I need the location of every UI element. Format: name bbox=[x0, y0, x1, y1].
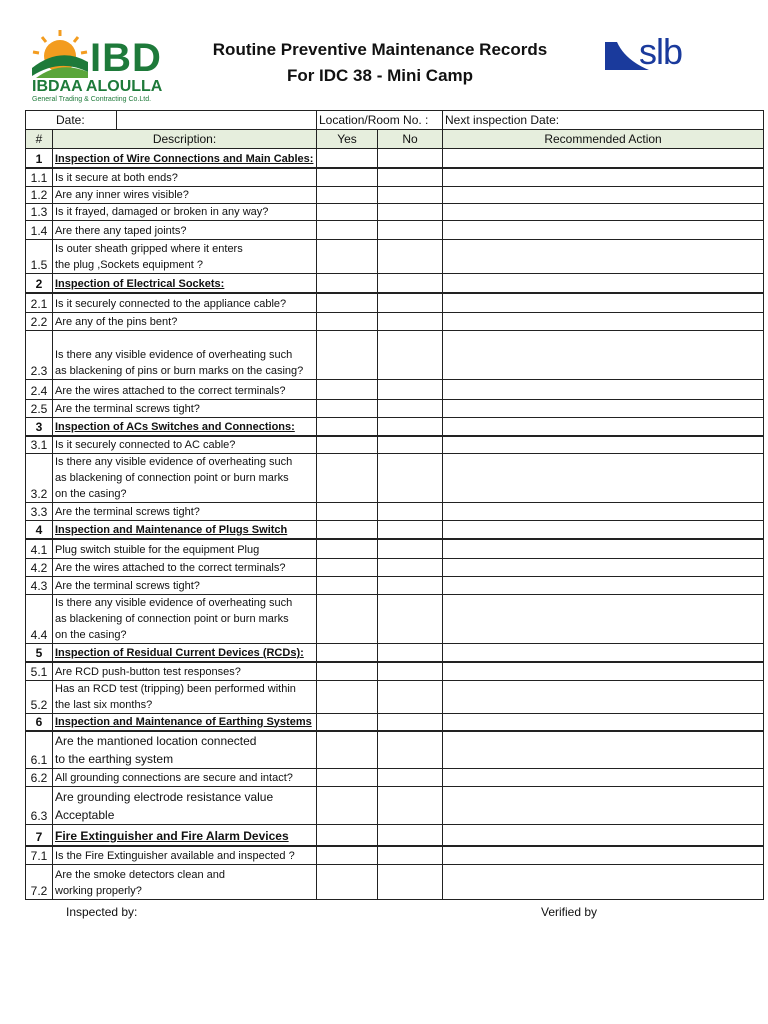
no-checkbox-cell[interactable] bbox=[378, 293, 443, 313]
recommended-action-cell[interactable] bbox=[443, 846, 764, 864]
item-number: 2.4 bbox=[26, 380, 53, 400]
recommended-action-cell[interactable] bbox=[443, 204, 764, 221]
yes-checkbox-cell[interactable] bbox=[317, 293, 378, 313]
section-number: 6 bbox=[26, 713, 53, 731]
recommended-action-cell[interactable] bbox=[443, 864, 764, 899]
yes-checkbox-cell[interactable] bbox=[317, 313, 378, 331]
item-description: Is there any visible evidence of overheating such as blackening of connection point or burn marks on the casing? bbox=[55, 455, 293, 500]
no-checkbox-cell[interactable] bbox=[378, 204, 443, 221]
section-title: Fire Extinguisher and Fire Alarm Devices bbox=[55, 829, 289, 843]
recommended-action-cell[interactable] bbox=[443, 168, 764, 187]
item-description: Are grounding electrode resistance value Acceptable bbox=[55, 789, 274, 822]
item-description-cell bbox=[53, 453, 317, 502]
item-number: 6.3 bbox=[26, 786, 53, 824]
no-checkbox-cell[interactable] bbox=[378, 187, 443, 204]
item-description: Plug switch stuible for the equipment Plug bbox=[55, 543, 260, 556]
item-number: 1.4 bbox=[26, 221, 53, 240]
checklist-item-row bbox=[26, 436, 764, 454]
checklist-item-row bbox=[26, 864, 764, 899]
item-number: 2.1 bbox=[26, 293, 53, 313]
recommended-action-cell[interactable] bbox=[443, 436, 764, 454]
checklist-item-row bbox=[26, 502, 764, 520]
inspected-by-label: Inspected by: bbox=[66, 905, 138, 919]
yes-checkbox-cell[interactable] bbox=[317, 331, 378, 380]
recommended-action-cell[interactable] bbox=[443, 274, 764, 293]
item-description-cell bbox=[53, 293, 317, 313]
recommended-action-cell[interactable] bbox=[443, 418, 764, 436]
section-title-cell bbox=[53, 149, 317, 168]
recommended-action-cell[interactable] bbox=[443, 187, 764, 204]
client-logo bbox=[603, 31, 693, 86]
item-number: 6.1 bbox=[26, 731, 53, 769]
item-description-cell bbox=[53, 221, 317, 240]
checklist-item-row bbox=[26, 204, 764, 221]
yes-checkbox-cell[interactable] bbox=[317, 274, 378, 293]
item-number: 2.2 bbox=[26, 313, 53, 331]
item-description-cell bbox=[53, 558, 317, 576]
item-number: 1.5 bbox=[26, 240, 53, 274]
checklist-item-row bbox=[26, 453, 764, 502]
section-row bbox=[26, 824, 764, 846]
yes-checkbox-cell[interactable] bbox=[317, 502, 378, 520]
item-number: 2.5 bbox=[26, 400, 53, 418]
recommended-action-cell[interactable] bbox=[443, 380, 764, 400]
yes-checkbox-cell[interactable] bbox=[317, 662, 378, 680]
checklist-item-row bbox=[26, 293, 764, 313]
title-line-2: For IDC 38 - Mini Camp bbox=[286, 66, 474, 85]
checklist-item-row bbox=[26, 400, 764, 418]
next-inspection-cell[interactable] bbox=[443, 111, 764, 130]
item-number: 1.3 bbox=[26, 204, 53, 221]
client-logo-name: slb bbox=[639, 31, 683, 72]
item-number: 3.3 bbox=[26, 502, 53, 520]
recommended-action-cell[interactable] bbox=[443, 594, 764, 643]
checklist-item-row bbox=[26, 168, 764, 187]
yes-checkbox-cell[interactable] bbox=[317, 187, 378, 204]
no-checkbox-cell[interactable] bbox=[378, 240, 443, 274]
yes-checkbox-cell[interactable] bbox=[317, 864, 378, 899]
section-title: Inspection of Residual Current Devices (RCDs): bbox=[55, 647, 304, 659]
item-number: 6.2 bbox=[26, 768, 53, 786]
recommended-action-cell[interactable] bbox=[443, 768, 764, 786]
yes-checkbox-cell[interactable] bbox=[317, 594, 378, 643]
section-title: Inspection and Maintenance of Earthing Systems bbox=[55, 715, 312, 728]
item-description: Is it securely connected to AC cable? bbox=[55, 438, 236, 451]
recommended-action-cell[interactable] bbox=[443, 149, 764, 168]
item-number: 5.2 bbox=[26, 680, 53, 713]
item-description-cell bbox=[53, 576, 317, 594]
company-logo-name: IBD bbox=[90, 36, 162, 80]
item-description-cell bbox=[53, 864, 317, 899]
checklist-item-row bbox=[26, 594, 764, 643]
no-checkbox-cell[interactable] bbox=[378, 713, 443, 731]
item-number: 4.3 bbox=[26, 576, 53, 594]
item-description-cell bbox=[53, 594, 317, 643]
yes-checkbox-cell[interactable] bbox=[317, 680, 378, 713]
no-checkbox-cell[interactable] bbox=[378, 786, 443, 824]
recommended-action-cell[interactable] bbox=[443, 520, 764, 539]
no-checkbox-cell[interactable] bbox=[378, 824, 443, 846]
recommended-action-cell[interactable] bbox=[443, 331, 764, 380]
item-description: Are the smoke detectors clean and working properly? bbox=[55, 868, 225, 897]
section-title-cell bbox=[53, 418, 317, 436]
recommended-action-cell[interactable] bbox=[443, 576, 764, 594]
section-title: Inspection of Wire Connections and Main Cables: bbox=[55, 152, 314, 165]
item-description: Is there any visible evidence of overheating such as blackening of pins or burn marks on the casing? bbox=[55, 349, 304, 377]
item-description: Has an RCD test (tripping) been performed within the last six months? bbox=[55, 682, 296, 711]
no-checkbox-cell[interactable] bbox=[378, 731, 443, 769]
item-number: 4.2 bbox=[26, 558, 53, 576]
date-value-cell[interactable] bbox=[117, 111, 317, 130]
item-number: 5.1 bbox=[26, 662, 53, 680]
checklist-item-row bbox=[26, 786, 764, 824]
section-number: 5 bbox=[26, 643, 53, 662]
no-checkbox-cell[interactable] bbox=[378, 539, 443, 558]
no-checkbox-cell[interactable] bbox=[378, 274, 443, 293]
checklist-item-row bbox=[26, 187, 764, 204]
checklist-item-row bbox=[26, 313, 764, 331]
checklist-item-row bbox=[26, 380, 764, 400]
no-checkbox-cell[interactable] bbox=[378, 221, 443, 240]
recommended-action-cell[interactable] bbox=[443, 502, 764, 520]
item-description: Are the terminal screws tight? bbox=[55, 403, 200, 415]
section-title-cell bbox=[53, 713, 317, 731]
yes-checkbox-cell[interactable] bbox=[317, 520, 378, 539]
section-number: 2 bbox=[26, 274, 53, 293]
recommended-action-cell[interactable] bbox=[443, 643, 764, 662]
yes-checkbox-cell[interactable] bbox=[317, 149, 378, 168]
recommended-action-cell[interactable] bbox=[443, 313, 764, 331]
section-title: Inspection and Maintenance of Plugs Switch bbox=[55, 524, 288, 536]
next-inspection-label: Next inspection Date: bbox=[445, 113, 560, 127]
item-number: 1.1 bbox=[26, 168, 53, 187]
yes-checkbox-cell[interactable] bbox=[317, 400, 378, 418]
location-label: Location/Room No. : bbox=[319, 113, 429, 127]
section-number: 7 bbox=[26, 824, 53, 846]
no-checkbox-cell[interactable] bbox=[378, 436, 443, 454]
col-num-header: # bbox=[26, 130, 53, 149]
yes-checkbox-cell[interactable] bbox=[317, 643, 378, 662]
no-checkbox-cell[interactable] bbox=[378, 313, 443, 331]
no-checkbox-cell[interactable] bbox=[378, 453, 443, 502]
checklist-item-row bbox=[26, 221, 764, 240]
item-description-cell bbox=[53, 662, 317, 680]
section-title: Inspection of Electrical Sockets: bbox=[55, 277, 225, 290]
maintenance-form-table bbox=[25, 110, 764, 900]
column-header-row bbox=[26, 130, 764, 149]
yes-checkbox-cell[interactable] bbox=[317, 453, 378, 502]
title-line-1: Routine Preventive Maintenance Records bbox=[212, 40, 548, 59]
section-title-cell bbox=[53, 643, 317, 662]
recommended-action-cell[interactable] bbox=[443, 221, 764, 240]
item-description-cell bbox=[53, 731, 317, 769]
no-checkbox-cell[interactable] bbox=[378, 643, 443, 662]
section-row bbox=[26, 643, 764, 662]
no-checkbox-cell[interactable] bbox=[378, 400, 443, 418]
yes-checkbox-cell[interactable] bbox=[317, 204, 378, 221]
item-number: 2.3 bbox=[26, 331, 53, 380]
checklist-item-row bbox=[26, 662, 764, 680]
item-description: Is the Fire Extinguisher available and inspected ? bbox=[55, 849, 295, 862]
yes-checkbox-cell[interactable] bbox=[317, 418, 378, 436]
item-description: Are the mantioned location connected to the earthing system bbox=[55, 733, 257, 766]
item-description-cell bbox=[53, 846, 317, 864]
item-description-cell bbox=[53, 187, 317, 204]
no-checkbox-cell[interactable] bbox=[378, 558, 443, 576]
yes-checkbox-cell[interactable] bbox=[317, 768, 378, 786]
item-description-cell bbox=[53, 400, 317, 418]
recommended-action-cell[interactable] bbox=[443, 558, 764, 576]
company-logo-tagline: General Trading & Contracting Co.Ltd. bbox=[32, 96, 152, 103]
yes-checkbox-cell[interactable] bbox=[317, 539, 378, 558]
recommended-action-cell[interactable] bbox=[443, 731, 764, 769]
item-description: Is it secure at both ends? bbox=[55, 172, 178, 184]
date-label: Date: bbox=[56, 113, 85, 127]
item-description-cell bbox=[53, 436, 317, 454]
col-yes-header: Yes bbox=[317, 130, 378, 149]
item-description: Is there any visible evidence of overheating such as blackening of connection point or burn marks on the casing? bbox=[55, 596, 293, 641]
checklist-item-row bbox=[26, 768, 764, 786]
item-description: Are the terminal screws tight? bbox=[55, 505, 200, 518]
no-checkbox-cell[interactable] bbox=[378, 594, 443, 643]
item-description-cell bbox=[53, 331, 317, 380]
yes-checkbox-cell[interactable] bbox=[317, 380, 378, 400]
item-description: Are the wires attached to the correct terminals? bbox=[55, 385, 286, 397]
sunrise-logo-icon bbox=[30, 28, 90, 80]
section-row bbox=[26, 274, 764, 293]
item-description-cell bbox=[53, 680, 317, 713]
item-description-cell bbox=[53, 240, 317, 274]
section-row bbox=[26, 418, 764, 436]
checklist-item-row bbox=[26, 539, 764, 558]
yes-checkbox-cell[interactable] bbox=[317, 221, 378, 240]
col-no-header: No bbox=[378, 130, 443, 149]
no-checkbox-cell[interactable] bbox=[378, 149, 443, 168]
checklist-item-row bbox=[26, 331, 764, 380]
no-checkbox-cell[interactable] bbox=[378, 680, 443, 713]
section-title-cell bbox=[53, 520, 317, 539]
yes-checkbox-cell[interactable] bbox=[317, 240, 378, 274]
item-description-cell bbox=[53, 313, 317, 331]
recommended-action-cell[interactable] bbox=[443, 824, 764, 846]
checklist-item-row bbox=[26, 240, 764, 274]
recommended-action-cell[interactable] bbox=[443, 539, 764, 558]
checklist-item-row bbox=[26, 731, 764, 769]
recommended-action-cell[interactable] bbox=[443, 453, 764, 502]
yes-checkbox-cell[interactable] bbox=[317, 731, 378, 769]
checklist-item-row bbox=[26, 576, 764, 594]
section-row bbox=[26, 149, 764, 168]
no-checkbox-cell[interactable] bbox=[378, 418, 443, 436]
col-description-header: Description: bbox=[53, 130, 317, 149]
company-logo bbox=[30, 28, 170, 108]
recommended-action-cell[interactable] bbox=[443, 293, 764, 313]
item-description: Is outer sheath gripped where it enters the plug ,Sockets equipment ? bbox=[55, 243, 243, 271]
recommended-action-cell[interactable] bbox=[443, 240, 764, 274]
col-action-header: Recommended Action bbox=[443, 130, 764, 149]
item-description: Is it securely connected to the appliance cable? bbox=[55, 298, 287, 310]
item-description: Are RCD push-button test responses? bbox=[55, 665, 241, 678]
no-checkbox-cell[interactable] bbox=[378, 846, 443, 864]
no-checkbox-cell[interactable] bbox=[378, 331, 443, 380]
item-description-cell bbox=[53, 380, 317, 400]
location-label-cell bbox=[317, 111, 443, 130]
item-description: Are there any taped joints? bbox=[55, 225, 187, 237]
item-description-cell bbox=[53, 786, 317, 824]
item-description: Are any of the pins bent? bbox=[55, 316, 178, 328]
item-number: 4.1 bbox=[26, 539, 53, 558]
no-checkbox-cell[interactable] bbox=[378, 168, 443, 187]
yes-checkbox-cell[interactable] bbox=[317, 713, 378, 731]
recommended-action-cell[interactable] bbox=[443, 662, 764, 680]
item-description: All grounding connections are secure and intact? bbox=[55, 771, 293, 784]
no-checkbox-cell[interactable] bbox=[378, 380, 443, 400]
checklist-item-row bbox=[26, 680, 764, 713]
no-checkbox-cell[interactable] bbox=[378, 576, 443, 594]
item-description-cell bbox=[53, 502, 317, 520]
recommended-action-cell[interactable] bbox=[443, 680, 764, 713]
no-checkbox-cell[interactable] bbox=[378, 520, 443, 539]
yes-checkbox-cell[interactable] bbox=[317, 786, 378, 824]
item-description: Are the wires attached to the correct terminals? bbox=[55, 561, 286, 574]
section-number: 1 bbox=[26, 149, 53, 168]
item-number: 3.1 bbox=[26, 436, 53, 454]
section-row bbox=[26, 713, 764, 731]
item-description: Are the terminal screws tight? bbox=[55, 579, 200, 592]
yes-checkbox-cell[interactable] bbox=[317, 558, 378, 576]
info-row bbox=[26, 111, 764, 130]
section-title: Inspection of ACs Switches and Connections: bbox=[55, 420, 295, 433]
yes-checkbox-cell[interactable] bbox=[317, 168, 378, 187]
checklist-item-row bbox=[26, 846, 764, 864]
recommended-action-cell[interactable] bbox=[443, 713, 764, 731]
recommended-action-cell[interactable] bbox=[443, 786, 764, 824]
item-number: 7.1 bbox=[26, 846, 53, 864]
company-logo-subtitle: IBDAA ALOULLA bbox=[32, 78, 163, 95]
yes-checkbox-cell[interactable] bbox=[317, 436, 378, 454]
item-description-cell bbox=[53, 768, 317, 786]
yes-checkbox-cell[interactable] bbox=[317, 846, 378, 864]
yes-checkbox-cell[interactable] bbox=[317, 576, 378, 594]
recommended-action-cell[interactable] bbox=[443, 400, 764, 418]
section-title-cell bbox=[53, 274, 317, 293]
item-description: Is it frayed, damaged or broken in any way? bbox=[55, 206, 269, 218]
item-number: 7.2 bbox=[26, 864, 53, 899]
section-row bbox=[26, 520, 764, 539]
date-label-cell bbox=[26, 111, 117, 130]
item-number: 1.2 bbox=[26, 187, 53, 204]
checklist-item-row bbox=[26, 558, 764, 576]
no-checkbox-cell[interactable] bbox=[378, 768, 443, 786]
item-description: Are any inner wires visible? bbox=[55, 189, 189, 201]
item-description-cell bbox=[53, 168, 317, 187]
section-number: 3 bbox=[26, 418, 53, 436]
item-description-cell bbox=[53, 539, 317, 558]
no-checkbox-cell[interactable] bbox=[378, 864, 443, 899]
no-checkbox-cell[interactable] bbox=[378, 662, 443, 680]
section-title-cell bbox=[53, 824, 317, 846]
item-number: 4.4 bbox=[26, 594, 53, 643]
document-title bbox=[180, 37, 580, 89]
verified-by-label: Verified by bbox=[541, 905, 598, 919]
section-number: 4 bbox=[26, 520, 53, 539]
item-number: 3.2 bbox=[26, 453, 53, 502]
item-description-cell bbox=[53, 204, 317, 221]
yes-checkbox-cell[interactable] bbox=[317, 824, 378, 846]
no-checkbox-cell[interactable] bbox=[378, 502, 443, 520]
